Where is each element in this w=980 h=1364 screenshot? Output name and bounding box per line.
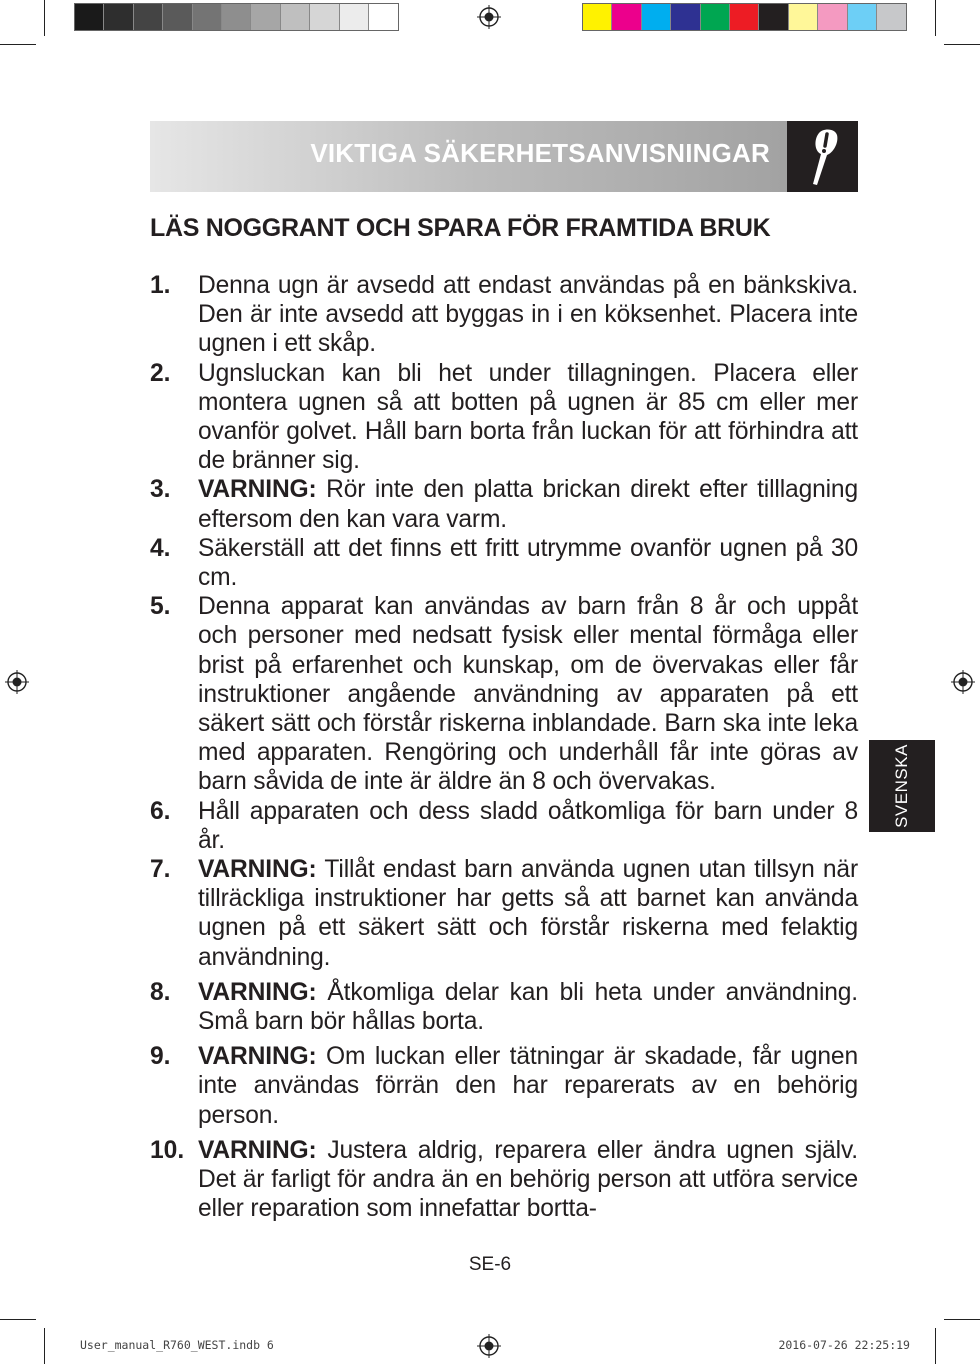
footer-timestamp: 2016-07-26 22:25:19	[778, 1338, 910, 1352]
color-swatch	[701, 4, 730, 30]
language-side-tab	[869, 740, 935, 832]
crop-mark	[935, 1328, 936, 1364]
crop-mark	[0, 44, 36, 45]
safety-instructions-list	[150, 271, 858, 1224]
list-item	[150, 797, 858, 855]
color-swatch	[612, 4, 641, 30]
item-body: Om luckan eller tätningar är skadade, får ugnen inte användas förrän den har reparerats av en behörig person.	[198, 1043, 858, 1129]
item-text	[198, 271, 858, 359]
item-body: Tillåt endast barn använda ugnen utan tillsyn när tillräckliga instruktioner har getts så att barnet kan använda ugnen på ett säkert sätt och förstår riskerna med felaktig användning.	[198, 856, 858, 971]
gray-calibration-strip	[74, 3, 399, 31]
registration-mark-icon	[951, 670, 975, 694]
item-text	[198, 1042, 858, 1130]
crop-mark	[0, 1319, 36, 1320]
crop-mark	[44, 1328, 45, 1364]
section-header-banner	[150, 121, 858, 192]
item-number: 5.	[150, 593, 171, 621]
color-swatch	[730, 4, 759, 30]
color-swatch	[759, 4, 788, 30]
item-body: Håll apparaten och dess sladd oåtkomliga för barn under 8 år.	[198, 797, 858, 854]
crop-mark	[44, 0, 45, 36]
item-text	[198, 592, 858, 796]
color-swatch	[75, 4, 104, 30]
manual-warning-icon	[805, 127, 841, 187]
item-number: 10.	[150, 1136, 185, 1164]
registration-mark-icon	[5, 670, 29, 694]
registration-mark-icon	[477, 5, 501, 29]
item-text	[198, 359, 858, 476]
color-swatch	[281, 4, 310, 30]
list-item	[150, 534, 858, 592]
color-swatch	[340, 4, 369, 30]
warning-label: VARNING:	[198, 1043, 317, 1071]
item-text	[198, 534, 858, 592]
color-swatch	[222, 4, 251, 30]
item-body: Åtkomliga delar kan bli heta under användning. Små barn bör hållas borta.	[198, 978, 858, 1036]
color-swatch	[818, 4, 847, 30]
item-text	[198, 855, 858, 972]
item-text	[198, 1136, 858, 1224]
registration-mark-icon	[477, 1334, 501, 1358]
item-number: 7.	[150, 856, 171, 884]
color-swatch	[163, 4, 192, 30]
list-item	[150, 592, 858, 796]
color-swatch	[848, 4, 877, 30]
color-swatch	[789, 4, 818, 30]
color-swatch	[642, 4, 671, 30]
item-body: Ugnsluckan kan bli het under tillagningen. Placera eller montera ugnen så att botten på ugnen är 85 cm eller mer ovanför golvet. Håll barn borta från luckan för att förhindra att de bränner sig.	[198, 359, 858, 475]
color-swatch	[583, 4, 612, 30]
warning-label: VARNING:	[198, 856, 317, 884]
item-text	[198, 978, 858, 1036]
item-body: Justera aldrig, reparera eller ändra ugnen själv. Det är farligt för andra än en behörig person att utföra service eller reparation som innefattar bortta-	[198, 1136, 858, 1223]
list-item	[150, 1136, 858, 1224]
item-number: 2.	[150, 359, 171, 387]
color-swatch	[310, 4, 339, 30]
section-title: VIKTIGA SÄKERHETSANVISNINGAR	[310, 138, 770, 168]
item-number: 1.	[150, 272, 171, 299]
color-swatch	[134, 4, 163, 30]
list-item	[150, 475, 858, 533]
crop-mark	[944, 1319, 980, 1320]
warning-label: VARNING:	[198, 1136, 317, 1164]
item-body: Rör inte den platta brickan direkt efter tilllagning eftersom den kan vara varm.	[198, 476, 858, 533]
item-body: Denna apparat kan användas av barn från 8 år och uppåt och personer med nedsatt fysisk eller mental förmåga eller brist på erfarenhet och kunskap, om de övervakas eller får instruktioner angående användning av apparaten på ett säkert sätt och förstår riskerna inblandade. Barn ska inte leka med apparaten. Rengöring och underhåll får inte göras av barn såvida de inte är äldre än 8 och övervakas.	[198, 593, 858, 796]
color-calibration-strip	[582, 3, 907, 31]
color-swatch	[251, 4, 280, 30]
language-label: SVENSKA	[892, 744, 911, 828]
list-item	[150, 855, 858, 972]
item-text	[198, 797, 858, 855]
list-item	[150, 1042, 858, 1130]
page-number: SE-6	[468, 1254, 512, 1275]
color-swatch	[193, 4, 222, 30]
color-swatch	[671, 4, 700, 30]
list-item	[150, 359, 858, 476]
item-body: Säkerställ att det finns ett fritt utrymme ovanför ugnen på 30 cm.	[198, 534, 858, 592]
crop-mark	[944, 44, 980, 45]
item-text	[198, 475, 858, 533]
subheading: LÄS NOGGRANT OCH SPARA FÖR FRAMTIDA BRUK	[150, 214, 771, 242]
item-number: 6.	[150, 797, 171, 825]
list-item	[150, 271, 858, 359]
warning-label: VARNING:	[198, 476, 317, 504]
warning-icon-box	[787, 121, 858, 192]
footer-filename: User_manual_R760_WEST.indb 6	[80, 1338, 274, 1352]
item-body: Denna ugn är avsedd att endast användas på en bänkskiva. Den är inte avsedd att byggas in i en köksenhet. Placera inte ugnen i ett skåp.	[198, 272, 858, 358]
list-item	[150, 978, 858, 1036]
color-swatch	[104, 4, 133, 30]
item-number: 8.	[150, 978, 171, 1006]
color-swatch	[877, 4, 906, 30]
item-number: 3.	[150, 476, 171, 504]
item-number: 9.	[150, 1043, 171, 1071]
color-swatch	[369, 4, 398, 30]
warning-label: VARNING:	[198, 978, 317, 1006]
crop-mark	[935, 0, 936, 36]
item-number: 4.	[150, 534, 171, 562]
